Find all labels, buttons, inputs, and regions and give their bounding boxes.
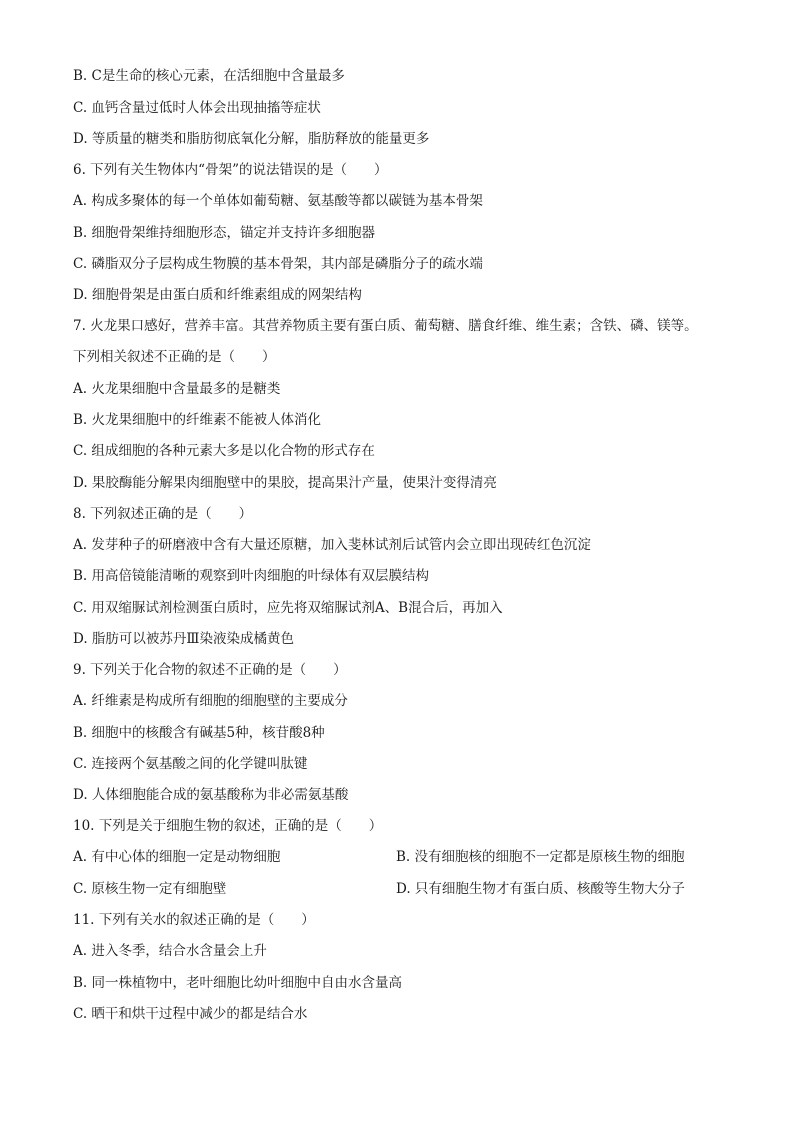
- question-6-option-d: D. 细胞骨架是由蛋白质和纤维素组成的网架结构: [73, 287, 362, 303]
- option-b: B. C是生命的核心元素，在活细胞中含量最多: [73, 68, 345, 84]
- question-11-option-c: C. 晒干和烘干过程中减少的都是结合水: [73, 1006, 308, 1022]
- question-8-option-a: A. 发芽种子的研磨液中含有大量还原糖，加入斐林试剂后试管内会立即出现砖红色沉淀: [73, 537, 591, 553]
- question-10-stem: 10. 下列是关于细胞生物的叙述，正确的是（ ）: [73, 818, 383, 834]
- question-7-option-c: C. 组成细胞的各种元素大多是以化合物的形式存在: [73, 443, 375, 459]
- question-6-stem: 6. 下列有关生物体内“骨架”的说法错误的是（ ）: [73, 162, 388, 178]
- question-11-option-a: A. 进入冬季，结合水含量会上升: [73, 943, 267, 959]
- question-9-option-a: A. 纤维素是构成所有细胞的细胞壁的主要成分: [73, 693, 348, 709]
- question-10-option-d: D. 只有细胞生物才有蛋白质、核酸等生物大分子: [396, 881, 685, 897]
- question-9-option-b: B. 细胞中的核酸含有碱基5种，核苷酸8种: [73, 725, 325, 741]
- question-11-stem: 11. 下列有关水的叙述正确的是（ ）: [73, 912, 315, 928]
- question-10-option-b: B. 没有细胞核的细胞不一定都是原核生物的细胞: [396, 849, 685, 865]
- question-8-option-d: D. 脂肪可以被苏丹Ⅲ染液染成橘黄色: [73, 631, 294, 647]
- option-d: D. 等质量的糖类和脂肪彻底氧化分解，脂肪释放的能量更多: [73, 131, 430, 147]
- question-7-stem: 7. 火龙果口感好，营养丰富。其营养物质主要有蛋白质、葡萄糖、膳食纤维、维生素；含铁、磷、镁等。: [73, 318, 698, 334]
- question-7-stem-cont: 下列相关叙述不正确的是（ ）: [73, 349, 276, 365]
- question-8-stem: 8. 下列叙述正确的是（ ）: [73, 506, 253, 522]
- question-8-option-c: C. 用双缩脲试剂检测蛋白质时，应先将双缩脲试剂A、B混合后，再加入: [73, 600, 503, 616]
- question-6-option-b: B. 细胞骨架维持细胞形态，锚定并支持许多细胞器: [73, 225, 376, 241]
- question-8-option-b: B. 用高倍镜能清晰的观察到叶肉细胞的叶绿体有双层膜结构: [73, 568, 430, 584]
- question-9-option-c: C. 连接两个氨基酸之间的化学键叫肽键: [73, 756, 308, 772]
- question-7-option-a: A. 火龙果细胞中含量最多的是糖类: [73, 381, 281, 397]
- question-7-option-b: B. 火龙果细胞中的纤维素不能被人体消化: [73, 412, 322, 428]
- question-10-option-a: A. 有中心体的细胞一定是动物细胞: [73, 849, 281, 865]
- question-9-option-d: D. 人体细胞能合成的氨基酸称为非必需氨基酸: [73, 787, 349, 803]
- option-c: C. 血钙含量过低时人体会出现抽搐等症状: [73, 100, 321, 116]
- question-6-option-c: C. 磷脂双分子层构成生物膜的基本骨架，其内部是磷脂分子的疏水端: [73, 256, 483, 272]
- question-7-option-d: D. 果胶酶能分解果肉细胞壁中的果胶，提高果汁产量，使果汁变得清亮: [73, 475, 497, 491]
- question-6-option-a: A. 构成多聚体的每一个单体如葡萄糖、氨基酸等都以碳链为基本骨架: [73, 193, 483, 209]
- question-9-stem: 9. 下列关于化合物的叙述不正确的是（ ）: [73, 662, 347, 678]
- question-11-option-b: B. 同一株植物中，老叶细胞比幼叶细胞中自由水含量高: [73, 975, 403, 991]
- question-10-option-c: C. 原核生物一定有细胞壁: [73, 881, 227, 897]
